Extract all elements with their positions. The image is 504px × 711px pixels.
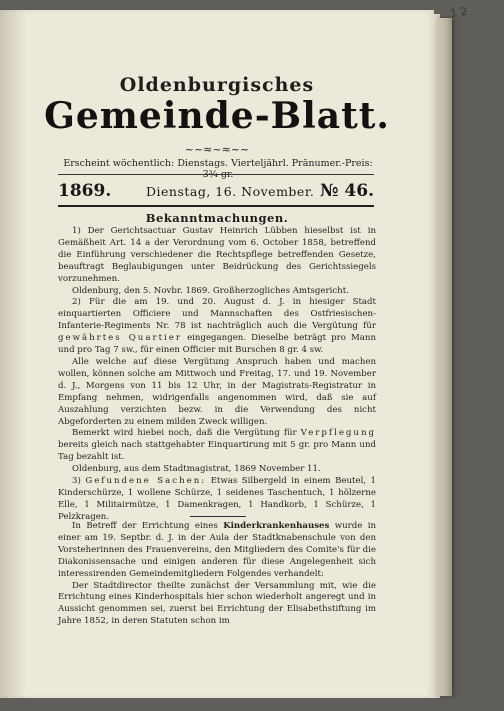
- hospital-article-keyword: Kinderkrankenhauses: [223, 521, 330, 531]
- announcement-1-signature: Oldenburg, den 5. Novbr. 1869. Großherzogliches Amtsgericht.: [72, 285, 349, 296]
- announcement-2-part-a: 2) Für die am 19. und 20. August d. J. in hiesiger Stadt einquartierten Officiere und Mannschaften des Ostfriesischen-Infanterie-Regiments Nr. 78 ist nachträglich auch die Vergütung für: [58, 297, 376, 332]
- announcement-2-note-b: bereits gleich nach stattgehabter Einquartirung mit 5 gr. pro Mann und Tag bezahlt ist.: [58, 440, 376, 463]
- announcement-2-note: [58, 428, 376, 464]
- announcement-2-claims: Alle welche auf diese Vergütung Anspruch haben und machen wollen, können solche am Mittwoch und Freitag, 17. und 19. November d. J., Morgens von 11 bis 12 Uhr, in der Magistrats-Registratur in Empfang nehmen, widrigenfalls angenommen wird, daß sie auf Auszahlung verzichten bezw. in die Verwendung des nicht Abgeforderten zu einem milden Zweck willigen.: [58, 356, 376, 427]
- masthead-title: Gemeinde-Blatt.: [44, 95, 390, 137]
- announcement-1: 1) Der Gerichtsactuar Gustav Heinrich Lübben hieselbst ist in Gemäßheit Art. 14 a der Verordnung vom 6. October 1858, betreffend die Einführung verschiedener die Rechtspflege betreffenden Gesetze, beauftragt Beglaubigungen unter Beidrückung des Gerichtssiegels vorzunehmen.: [58, 226, 376, 284]
- rule-bottom: [58, 205, 374, 207]
- pencil-mark: 1 2: [449, 4, 469, 21]
- publication-info: Erscheint wöchentlich: Dienstags. Vierteljährl. Pränumer.-Preis: 3¾ gr.: [63, 158, 373, 180]
- rule-top: [58, 174, 374, 175]
- announcement-3-number: 3): [72, 476, 81, 487]
- announcement-2: [58, 297, 376, 357]
- masthead-ornament: ~~≈~≈~~: [184, 143, 250, 156]
- announcement-2-part-b: eingegangen. Dieselbe beträgt pro Mann und pro Tag 7 sw., für einen Officier mit Burschen 8 gr. 4 sw.: [58, 333, 376, 356]
- section-heading: Bekanntmachungen.: [145, 211, 289, 225]
- issue-date: Dienstag, 16. November.: [146, 184, 315, 199]
- book-cover-edge: [436, 18, 452, 696]
- announcement-3-heading: Gefundene Sachen:: [85, 476, 207, 487]
- hospital-article-intro: [58, 521, 376, 581]
- hospital-article-body: Der Stadtdirector theilte zunächst der Versammlung mit, wie die Errichtung eines Kinderhospitals hier schon wiederholt angeregt und in Aussicht genommen sei, zuerst bei Errichtung der Elisabethstiftung im Jahre 1852, in deren Statuten schon im: [58, 580, 376, 627]
- masthead-subtitle: Oldenburgisches: [119, 74, 315, 96]
- issue-year: 1869.: [58, 181, 112, 201]
- hospital-article: [58, 521, 376, 628]
- announcement-2-signature: Oldenburg, aus dem Stadtmagistrat, 1869 November 11.: [72, 464, 321, 475]
- hospital-article-intro-a: In Betreff der Errichtung eines: [72, 521, 218, 531]
- announcement-2-note-a: Bemerkt wird hiebei noch, daß die Vergütung für: [72, 428, 297, 439]
- announcement-2-note-emphasis: Verpflegung: [300, 428, 376, 439]
- issue-number: № 46.: [320, 181, 374, 201]
- announcement-3-items: Etwas Silbergeld in einem Beutel, 1 Kinderschürze, 1 wollene Schürze, 1 seidenes Taschentuch, 1 hölzerne Elle, 1 Militairmütze, 1 Damenkragen, 1 Handkorb, 1 Schürze, 1 Pelzkragen.: [58, 476, 377, 522]
- announcement-2-emphasis: gewährtes Quartier: [58, 333, 182, 344]
- hospital-article-intro-b: wurde in einer am 19. Septbr. d. J. in der Aula der Stadtknabenschule von den Vorsteherinnen des Frauenvereins, den Mitgliedern des Comite's für die Diakonissensache und einigen anderen für diese Angelegenheit sich interessirenden Gemeindemitgliedern Folgendes verhandelt:: [58, 521, 377, 579]
- issue-line: [58, 179, 374, 203]
- section-divider: [190, 516, 246, 517]
- announcements-block: [58, 226, 376, 524]
